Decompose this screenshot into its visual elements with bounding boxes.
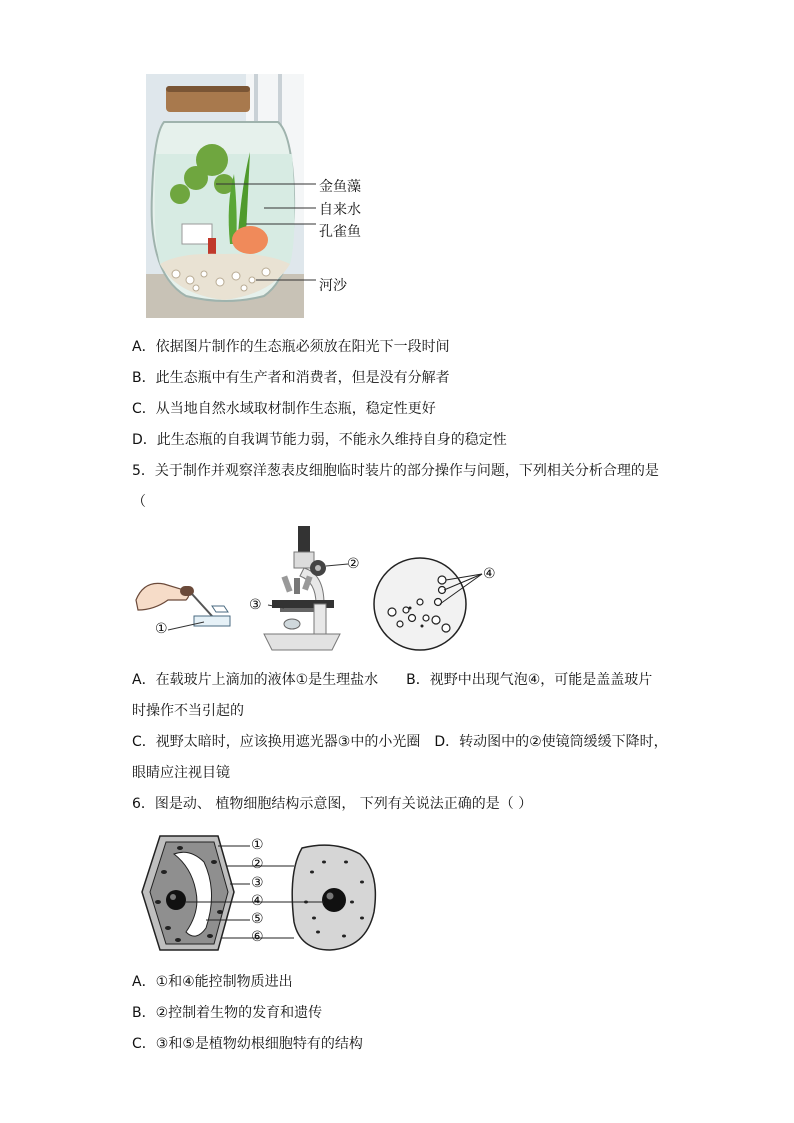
label-tap-water: 自来水 bbox=[319, 202, 361, 218]
q5-stem-paren: （ bbox=[132, 494, 146, 510]
cell-label-1: ① bbox=[251, 837, 264, 853]
q4-option-d[interactable]: D．此生态瓶的自我调节能力弱，不能永久维持自身的稳定性 bbox=[132, 432, 507, 448]
q6-option-a[interactable]: A．①和④能控制物质进出 bbox=[132, 974, 293, 990]
label-river-sand: 河沙 bbox=[319, 278, 347, 294]
label-guppy: 孔雀鱼 bbox=[319, 224, 361, 240]
cell-label-5: ⑤ bbox=[251, 911, 264, 927]
label-4-bubble: ④ bbox=[483, 566, 496, 582]
cell-label-4: ④ bbox=[251, 893, 264, 909]
q5-option-line-1[interactable]: A．在载玻片上滴加的液体①是生理盐水 B．视野中出现气泡④，可能是盖盖玻片 bbox=[132, 672, 653, 688]
q4-option-c[interactable]: C．从当地自然水域取材制作生态瓶，稳定性更好 bbox=[132, 401, 436, 417]
microscope-figure bbox=[244, 524, 364, 654]
q4-option-a[interactable]: A．依据图片制作的生态瓶必须放在阳光下一段时间 bbox=[132, 339, 450, 355]
label-hornwort: 金鱼藻 bbox=[319, 179, 361, 195]
label-3-diaphragm: ③ bbox=[249, 597, 262, 613]
q5-option-line-2[interactable]: 时操作不当引起的 bbox=[132, 703, 244, 719]
q6-option-b[interactable]: B．②控制着生物的发育和遗传 bbox=[132, 1005, 323, 1021]
q5-stem: 5．关于制作并观察洋葱表皮细胞临时装片的部分操作与问题，下列相关分析合理的是 bbox=[132, 463, 659, 479]
dropper-slide-figure bbox=[134, 570, 234, 640]
eco-bottle-photo bbox=[146, 74, 304, 318]
label-1-liquid: ① bbox=[155, 621, 168, 637]
q6-option-c[interactable]: C．③和⑤是植物幼根细胞特有的结构 bbox=[132, 1036, 363, 1052]
cell-label-6: ⑥ bbox=[251, 929, 264, 945]
label-2-coarse-focus: ② bbox=[347, 556, 360, 572]
cell-label-2: ② bbox=[251, 856, 264, 872]
cell-label-3: ③ bbox=[251, 875, 264, 891]
q5-option-line-4[interactable]: 眼睛应注视目镜 bbox=[132, 765, 230, 781]
q4-option-b[interactable]: B．此生态瓶中有生产者和消费者，但是没有分解者 bbox=[132, 370, 450, 386]
q5-option-line-3[interactable]: C．视野太暗时，应该换用遮光器③中的小光圈 D．转动图中的②使镜筒缓缓下降时， bbox=[132, 734, 668, 750]
q6-stem: 6．图是动、 植物细胞结构示意图， 下列有关说法正确的是（ ） bbox=[132, 796, 533, 812]
